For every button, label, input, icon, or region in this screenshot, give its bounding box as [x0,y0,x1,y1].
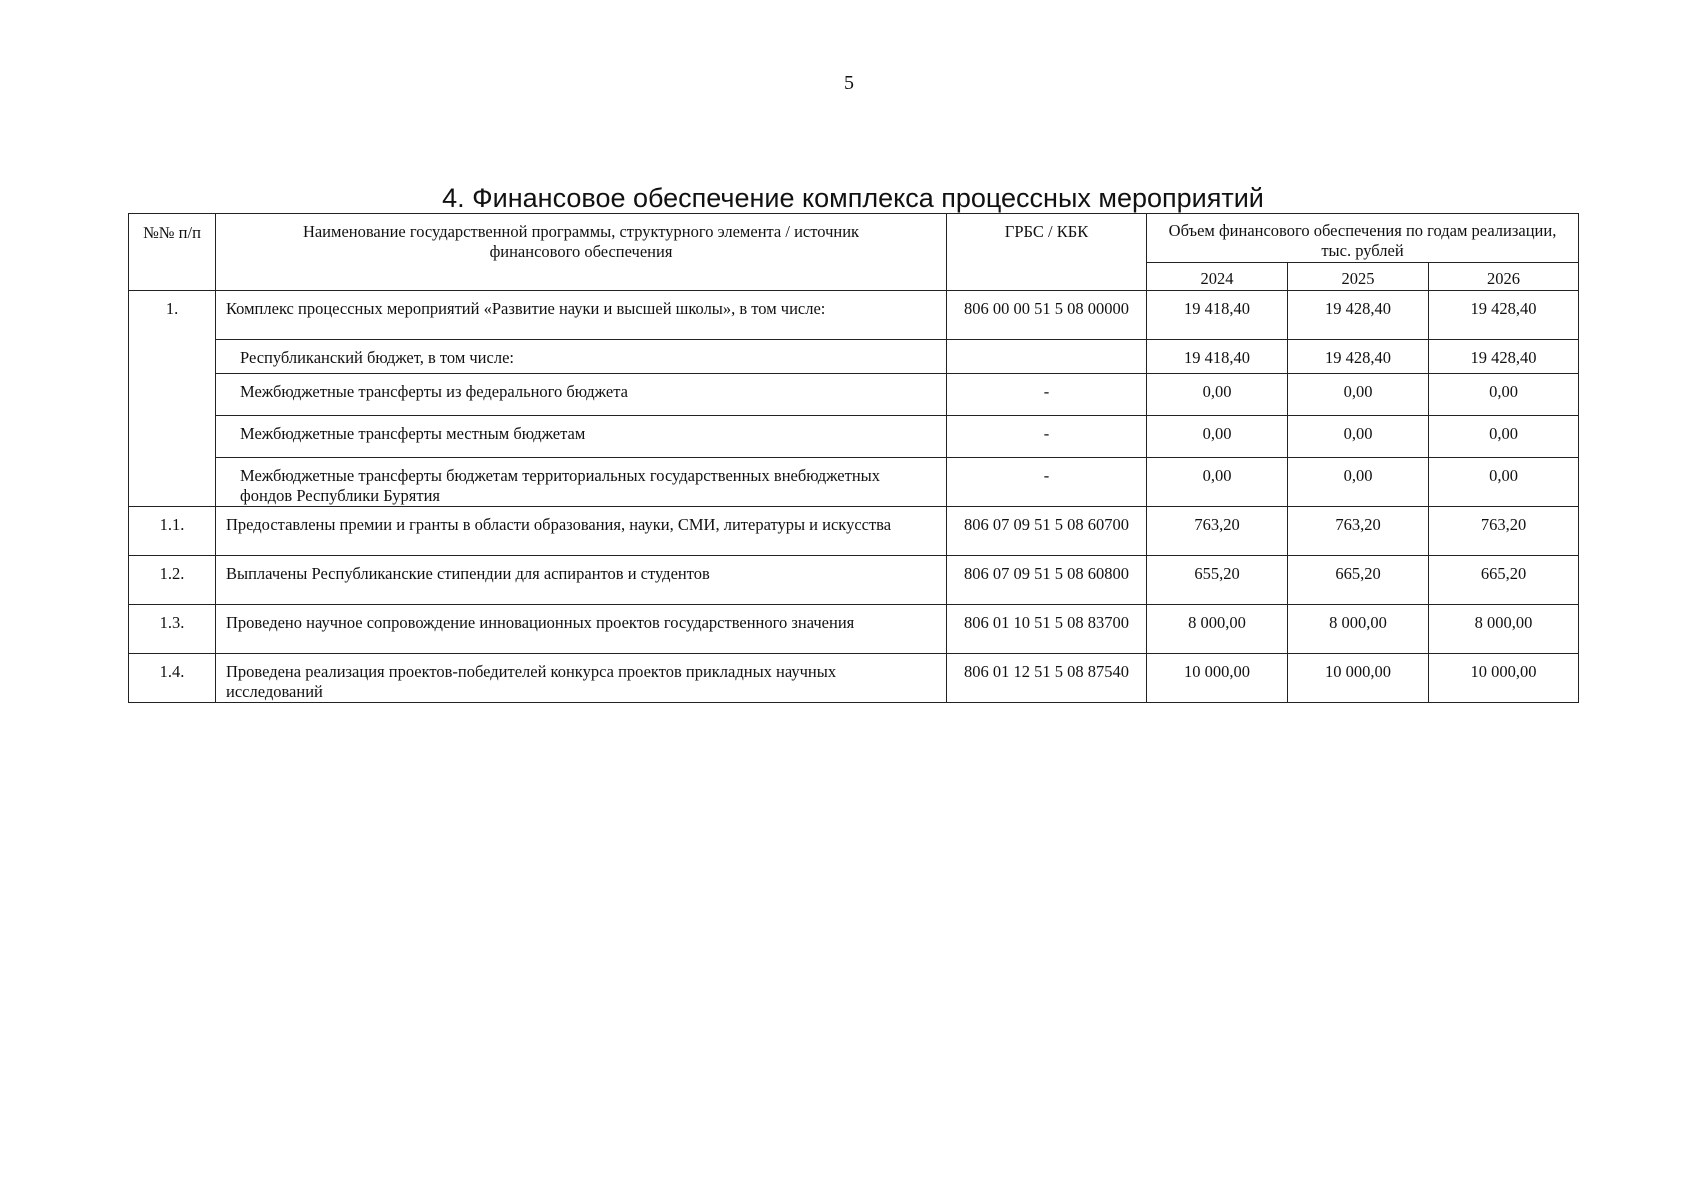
header-year-2026: 2026 [1429,263,1579,291]
row-value-2024: 19 418,40 [1147,291,1288,340]
row-name: Межбюджетные трансферты бюджетам территориальных государственных внебюджетных фондов Республики Бурятия [216,458,947,507]
row-code: 806 07 09 51 5 08 60700 [947,507,1147,556]
row-name: Выплачены Республиканские стипендии для аспирантов и студентов [216,556,947,605]
table-row [129,556,1579,605]
row-value-2025: 665,20 [1288,556,1429,605]
row-code [947,340,1147,374]
section-title: 4. Финансовое обеспечение комплекса процессных мероприятий [442,183,1264,213]
row-value-2026: 19 428,40 [1429,340,1579,374]
row-value-2024: 655,20 [1147,556,1288,605]
row-value-2026: 0,00 [1429,458,1579,507]
row-num: 1.3. [129,605,216,654]
row-value-2026: 19 428,40 [1429,291,1579,340]
header-row [129,214,1579,263]
row-code: 806 00 00 51 5 08 00000 [947,291,1147,340]
row-name: Республиканский бюджет, в том числе: [216,340,947,374]
header-num: №№ п/п [129,214,216,291]
row-name: Предоставлены премии и гранты в области образования, науки, СМИ, литературы и искусства [216,507,947,556]
row-value-2025: 10 000,00 [1288,654,1429,703]
row-name: Проведено научное сопровождение инновационных проектов государственного значения [216,605,947,654]
row-value-2024: 10 000,00 [1147,654,1288,703]
row-value-2024: 763,20 [1147,507,1288,556]
row-value-2026: 0,00 [1429,416,1579,458]
table-row [129,291,1579,340]
row-name: Межбюджетные трансферты из федерального бюджета [216,374,947,416]
row-name: Комплекс процессных мероприятий «Развитие науки и высшей школы», в том числе: [216,291,947,340]
header-name: Наименование государственной программы, структурного элемента / источник финансового обеспечения [216,214,947,291]
row-code: 806 07 09 51 5 08 60800 [947,556,1147,605]
table-row [129,605,1579,654]
header-year-2024: 2024 [1147,263,1288,291]
table-row [129,374,1579,416]
row-value-2025: 19 428,40 [1288,291,1429,340]
row-value-2025: 0,00 [1288,416,1429,458]
row-value-2026: 10 000,00 [1429,654,1579,703]
table-row [129,458,1579,507]
row-value-2025: 0,00 [1288,458,1429,507]
row-value-2024: 8 000,00 [1147,605,1288,654]
row-value-2024: 0,00 [1147,416,1288,458]
row-num: 1. [129,291,216,507]
header-code: ГРБС / КБК [947,214,1147,291]
header-volume: Объем финансового обеспечения по годам реализации, тыс. рублей [1147,214,1579,263]
row-name: Проведена реализация проектов-победителей конкурса проектов прикладных научных исследований [216,654,947,703]
table-row [129,507,1579,556]
row-value-2026: 0,00 [1429,374,1579,416]
row-num: 1.4. [129,654,216,703]
row-value-2025: 0,00 [1288,374,1429,416]
row-value-2026: 763,20 [1429,507,1579,556]
row-code: 806 01 10 51 5 08 83700 [947,605,1147,654]
table-row [129,340,1579,374]
row-value-2024: 19 418,40 [1147,340,1288,374]
row-num: 1.2. [129,556,216,605]
row-value-2024: 0,00 [1147,458,1288,507]
row-code: - [947,416,1147,458]
row-code: - [947,458,1147,507]
row-code: - [947,374,1147,416]
row-value-2026: 665,20 [1429,556,1579,605]
row-num: 1.1. [129,507,216,556]
financing-table [128,213,1579,703]
header-year-2025: 2025 [1288,263,1429,291]
row-value-2026: 8 000,00 [1429,605,1579,654]
row-value-2025: 19 428,40 [1288,340,1429,374]
table-row [129,416,1579,458]
row-value-2025: 8 000,00 [1288,605,1429,654]
row-value-2024: 0,00 [1147,374,1288,416]
row-code: 806 01 12 51 5 08 87540 [947,654,1147,703]
row-name: Межбюджетные трансферты местным бюджетам [216,416,947,458]
row-value-2025: 763,20 [1288,507,1429,556]
page-number: 5 [844,72,854,94]
table-row [129,654,1579,703]
